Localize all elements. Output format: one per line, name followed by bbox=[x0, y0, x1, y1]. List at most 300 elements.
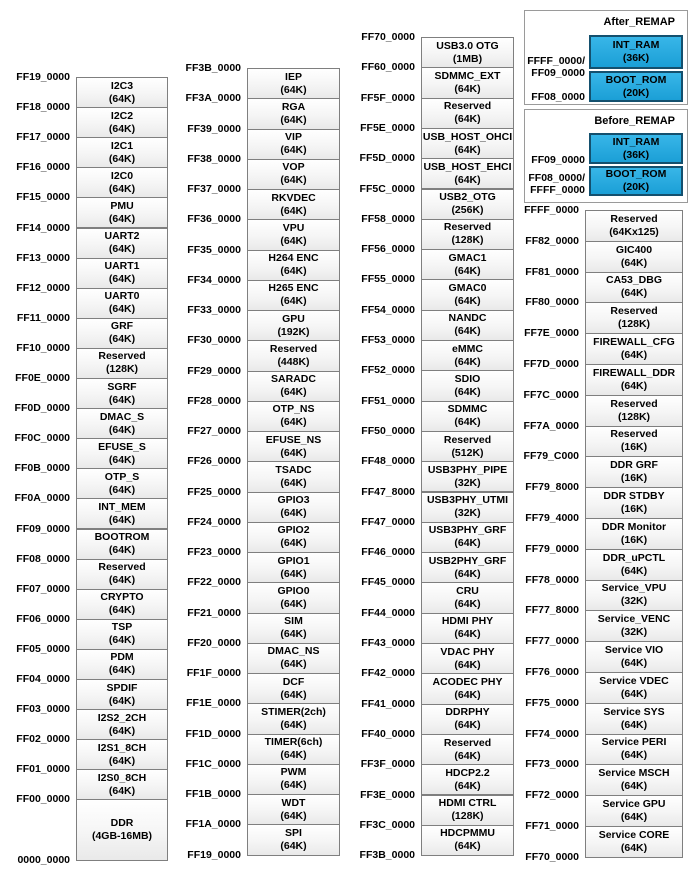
memory-block-size: (64K) bbox=[108, 92, 136, 105]
address-label: FF7C_0000 bbox=[523, 388, 579, 401]
memory-block-name: BOOT_ROM bbox=[605, 168, 667, 180]
memory-block bbox=[421, 734, 514, 765]
memory-block-size: (64K) bbox=[108, 122, 136, 135]
memory-block-size: (64K) bbox=[108, 724, 136, 737]
memory-block bbox=[585, 487, 683, 519]
address-label: FF60_0000 bbox=[361, 61, 415, 74]
address-label: FF12_0000 bbox=[16, 281, 70, 294]
memory-block bbox=[247, 613, 340, 644]
memory-block bbox=[247, 68, 340, 99]
memory-block bbox=[421, 492, 514, 523]
memory-block bbox=[585, 580, 683, 612]
memory-block-name: VPU bbox=[282, 221, 305, 234]
memory-block-name: USB2_OTG bbox=[439, 191, 496, 204]
address-label: FF1A_0000 bbox=[185, 818, 241, 831]
memory-block bbox=[585, 456, 683, 488]
memory-block-name: FIREWALL_CFG bbox=[593, 336, 675, 349]
memory-block bbox=[585, 703, 683, 735]
memory-block-name: TSADC bbox=[275, 463, 312, 476]
memory-block-size: (64K) bbox=[454, 688, 481, 701]
memory-block bbox=[76, 438, 168, 469]
memory-block-size: (64K) bbox=[280, 144, 307, 157]
memory-block-size: (128K) bbox=[617, 318, 651, 331]
memory-block-name: Reserved bbox=[269, 342, 318, 355]
address-label: FF56_0000 bbox=[361, 243, 415, 256]
memory-block bbox=[421, 67, 514, 98]
memory-block bbox=[247, 371, 340, 402]
memory-block bbox=[421, 370, 514, 401]
memory-block-name: USB3PHY_UTMI bbox=[426, 494, 509, 507]
memory-block-size: (64K) bbox=[280, 537, 307, 550]
memory-block bbox=[76, 468, 168, 499]
memory-block bbox=[247, 824, 340, 855]
memory-block-size: (64K) bbox=[108, 754, 136, 767]
address-label: FF35_0000 bbox=[187, 243, 241, 256]
memory-block-name: GPIO3 bbox=[277, 494, 310, 507]
memory-block-name: GMAC1 bbox=[448, 251, 487, 264]
memory-block-name: VOP bbox=[282, 161, 305, 174]
memory-block bbox=[421, 461, 514, 492]
memory-block-name: TSP bbox=[111, 621, 133, 634]
memory-block-size: (64K) bbox=[280, 446, 307, 459]
address-label: FF02_0000 bbox=[16, 733, 70, 746]
address-label: FF19_0000 bbox=[16, 71, 70, 83]
address-label: FF28_0000 bbox=[187, 394, 241, 407]
memory-block bbox=[585, 395, 683, 427]
address-label: FF08_0000 bbox=[16, 552, 70, 565]
memory-block bbox=[76, 258, 168, 289]
address-label: FF3C_0000 bbox=[359, 818, 415, 831]
address-label: FF06_0000 bbox=[16, 612, 70, 625]
address-label: FF76_0000 bbox=[525, 666, 579, 678]
memory-block bbox=[421, 219, 514, 250]
memory-block-size: (16K) bbox=[620, 441, 648, 454]
address-label: FF75_0000 bbox=[525, 696, 579, 709]
address-label: FF3A_0000 bbox=[185, 92, 241, 105]
memory-block bbox=[585, 826, 683, 858]
memory-block-name: Reserved bbox=[610, 212, 658, 225]
memory-block bbox=[421, 249, 514, 280]
address-label: FF1E_0000 bbox=[186, 697, 241, 710]
memory-block-size: (64K) bbox=[620, 718, 648, 731]
memory-block-size: (64K) bbox=[280, 295, 307, 308]
memory-block bbox=[585, 734, 683, 766]
memory-block-name: Service VDEC bbox=[599, 674, 669, 687]
memory-block bbox=[421, 643, 514, 674]
address-label: FF25_0000 bbox=[187, 485, 241, 498]
before-remap-box bbox=[524, 109, 688, 203]
memory-block bbox=[76, 318, 168, 349]
memory-block-name: I2S0_8CH bbox=[97, 771, 147, 784]
address-label: FF3F_0000 bbox=[360, 758, 415, 771]
memory-block-size: (64K) bbox=[280, 113, 307, 126]
memory-block bbox=[421, 764, 514, 795]
memory-block bbox=[585, 672, 683, 704]
memory-block-name: Reserved bbox=[443, 433, 492, 446]
memory-block-size: (64K) bbox=[108, 393, 136, 406]
memory-block-name: UART0 bbox=[104, 290, 140, 303]
memory-block-name: INT_RAM bbox=[612, 39, 660, 51]
memory-block bbox=[76, 589, 168, 620]
after-remap-title: After_REMAP bbox=[603, 16, 675, 28]
memory-block-name: USB3PHY_GRF bbox=[428, 524, 507, 537]
memory-block-size: (64K) bbox=[280, 628, 307, 641]
memory-block bbox=[421, 613, 514, 644]
address-label: FF09_0000 bbox=[531, 154, 585, 166]
address-label: FF0A_0000 bbox=[14, 492, 70, 505]
memory-block-size: (64K) bbox=[454, 264, 481, 277]
memory-block bbox=[76, 649, 168, 680]
memory-block bbox=[247, 340, 340, 371]
memory-block bbox=[76, 197, 168, 228]
memory-block-size: (64K) bbox=[454, 658, 481, 671]
address-label: 0000_0000 bbox=[17, 853, 70, 866]
memory-block-name: eMMC bbox=[452, 342, 483, 355]
memory-block-size: (64K) bbox=[108, 152, 136, 165]
memory-block-size: (64K) bbox=[454, 628, 481, 641]
memory-block-size: (64K) bbox=[108, 544, 136, 557]
address-label: FF42_0000 bbox=[361, 667, 415, 680]
memory-block-name: CRYPTO bbox=[100, 591, 144, 604]
memory-block-name: Service_VENC bbox=[597, 613, 671, 626]
memory-block bbox=[76, 739, 168, 770]
address-label: FF19_0000 bbox=[187, 848, 241, 861]
address-label: FF10_0000 bbox=[16, 341, 70, 354]
int-ram-block bbox=[589, 35, 683, 69]
address-label: FF7E_0000 bbox=[524, 327, 579, 340]
address-label: FF78_0000 bbox=[525, 573, 579, 586]
memory-block-name: PDM bbox=[110, 651, 134, 664]
memory-block-name: DDR_uPCTL bbox=[602, 551, 666, 564]
memory-block bbox=[76, 228, 168, 259]
memory-block-name: GPIO0 bbox=[277, 584, 310, 597]
memory-block-size: (64K) bbox=[108, 634, 136, 647]
memory-block-size: (256K) bbox=[451, 204, 484, 217]
memory-block bbox=[421, 673, 514, 704]
memory-block-name: GPU bbox=[282, 312, 305, 325]
address-label: FF5F_0000 bbox=[360, 91, 415, 104]
memory-block-size: (36K) bbox=[622, 52, 650, 64]
memory-block-name: RGA bbox=[281, 100, 306, 113]
memory-block bbox=[76, 107, 168, 138]
memory-block-size: (64K) bbox=[454, 325, 481, 338]
memory-block bbox=[247, 522, 340, 553]
memory-block-name: DMAC_NS bbox=[267, 645, 320, 658]
memory-block-name: I2C2 bbox=[110, 109, 134, 122]
memory-block bbox=[76, 77, 168, 108]
memory-block bbox=[76, 529, 168, 560]
memory-block bbox=[585, 764, 683, 796]
address-label: FF44_0000 bbox=[361, 606, 415, 619]
memory-block-size: (64K) bbox=[454, 749, 481, 762]
memory-block-size: (64K) bbox=[280, 597, 307, 610]
memory-block-size: (64K) bbox=[108, 694, 136, 707]
address-label: FF79_4000 bbox=[525, 512, 579, 524]
memory-block-name: I2S1_8CH bbox=[97, 741, 147, 754]
memory-block-size: (64K) bbox=[108, 574, 136, 587]
memory-block-name: USB_HOST_OHCI bbox=[422, 130, 513, 143]
memory-block-size: (64K) bbox=[108, 513, 136, 526]
memory-block bbox=[76, 348, 168, 379]
memory-block-name: SARADC bbox=[271, 373, 316, 386]
memory-block bbox=[421, 37, 514, 68]
address-label: FF7A_0000 bbox=[523, 419, 579, 432]
boot-rom-block bbox=[589, 166, 683, 196]
address-label: FF70_0000 bbox=[525, 850, 579, 863]
memory-block-size: (64K) bbox=[454, 143, 481, 156]
address-label: FF0C_0000 bbox=[14, 432, 70, 445]
memory-block-name: HDMI CTRL bbox=[438, 797, 497, 810]
memory-block-name: SDMMC_EXT bbox=[434, 69, 501, 82]
memory-block-name: SPI bbox=[285, 826, 302, 839]
memory-block bbox=[585, 641, 683, 673]
memory-block bbox=[421, 98, 514, 129]
address-label: FF72_0000 bbox=[525, 789, 579, 802]
memory-block-name: DDR GRF bbox=[610, 459, 658, 472]
memory-block-size: (4GB-16MB) bbox=[91, 829, 153, 842]
memory-block-name: TIMER(6ch) bbox=[264, 736, 323, 749]
memory-block bbox=[585, 272, 683, 304]
memory-block-size: (128K) bbox=[617, 410, 651, 423]
memory-block-name: USB3.0 OTG bbox=[436, 39, 499, 52]
address-label: FF3B_0000 bbox=[359, 849, 415, 862]
memory-block-size: (64K) bbox=[108, 604, 136, 617]
memory-block bbox=[421, 582, 514, 613]
memory-block-size: (64K) bbox=[620, 379, 648, 392]
memory-block bbox=[585, 518, 683, 550]
memory-block-name: H265 ENC bbox=[268, 282, 319, 295]
memory-block bbox=[585, 549, 683, 581]
address-label: FF21_0000 bbox=[187, 606, 241, 619]
address-label: FF5E_0000 bbox=[360, 121, 415, 134]
memory-block-size: (64K) bbox=[454, 355, 481, 368]
memory-block bbox=[421, 158, 514, 189]
memory-block-name: I2C0 bbox=[110, 169, 134, 182]
memory-block-size: (32K) bbox=[620, 626, 648, 639]
memory-block-size: (64K) bbox=[620, 287, 648, 300]
memory-block bbox=[247, 98, 340, 129]
memory-block-name: Service SYS bbox=[603, 705, 665, 718]
address-label: FF82_0000 bbox=[525, 234, 579, 247]
address-label: FF54_0000 bbox=[361, 303, 415, 316]
address-label bbox=[525, 55, 585, 79]
memory-block-name: CRU bbox=[456, 585, 479, 598]
memory-block-size: (64K) bbox=[108, 243, 136, 256]
memory-block bbox=[585, 426, 683, 458]
memory-block-name: CA53_DBG bbox=[605, 274, 663, 287]
before-remap-title: Before_REMAP bbox=[594, 115, 675, 127]
memory-block-name: Reserved bbox=[443, 736, 492, 749]
memory-block bbox=[585, 610, 683, 642]
address-label: FF13_0000 bbox=[16, 251, 70, 264]
address-label: FF1B_0000 bbox=[185, 788, 241, 800]
memory-block-size: (128K) bbox=[105, 363, 139, 376]
memory-block-name: SIM bbox=[284, 615, 303, 628]
memory-block-name: INT_RAM bbox=[612, 135, 660, 148]
memory-block-name: Service GPU bbox=[602, 798, 666, 811]
memory-block bbox=[76, 137, 168, 168]
memory-block bbox=[247, 159, 340, 190]
memory-block-size: (64K) bbox=[280, 507, 307, 520]
memory-block bbox=[247, 310, 340, 341]
address-label: FF16_0000 bbox=[16, 161, 70, 174]
memory-block-name: UART1 bbox=[104, 260, 140, 273]
memory-block-size: (64K) bbox=[620, 841, 648, 854]
memory-block bbox=[585, 364, 683, 396]
memory-block bbox=[247, 129, 340, 160]
memory-block-size: (16K) bbox=[620, 503, 648, 516]
memory-block bbox=[421, 279, 514, 310]
memory-block-size: (64K) bbox=[620, 780, 648, 793]
memory-block bbox=[247, 764, 340, 795]
memory-block bbox=[76, 559, 168, 590]
memory-block-size: (64K) bbox=[454, 173, 481, 186]
memory-block-size: (64K) bbox=[280, 688, 307, 701]
memory-block-name: SPDIF bbox=[106, 681, 138, 694]
memory-block-name: SDIO bbox=[454, 372, 481, 385]
address-label: FF07_0000 bbox=[16, 582, 70, 595]
memory-block-name: OTP_S bbox=[104, 470, 140, 483]
memory-block bbox=[247, 734, 340, 765]
memory-block-size: (36K) bbox=[622, 148, 650, 161]
memory-block bbox=[247, 552, 340, 583]
address-label: FF79_C000 bbox=[523, 450, 579, 463]
address-label-line: FFFF_0000 bbox=[530, 184, 585, 196]
address-label: FF27_0000 bbox=[187, 425, 241, 437]
memory-block-size: (64K) bbox=[108, 784, 136, 797]
memory-block-size: (64K) bbox=[454, 779, 481, 792]
memory-block-size: (64K) bbox=[280, 718, 307, 731]
address-label: FF48_0000 bbox=[361, 455, 415, 468]
memory-block bbox=[76, 799, 168, 860]
address-label: FF09_0000 bbox=[16, 522, 70, 535]
address-label: FF37_0000 bbox=[187, 183, 241, 195]
address-label: FF3E_0000 bbox=[360, 788, 415, 801]
memory-block-name: Service PERI bbox=[601, 736, 667, 749]
memory-block-size: (64K) bbox=[280, 174, 307, 187]
memory-block-name: RKVDEC bbox=[271, 191, 316, 204]
address-label: FF77_8000 bbox=[525, 604, 579, 617]
memory-block-size: (64K) bbox=[280, 749, 307, 762]
boot-rom-block bbox=[589, 71, 683, 102]
address-label: FF08_0000 bbox=[531, 91, 585, 103]
memory-block-size: (64K) bbox=[454, 598, 481, 611]
memory-block bbox=[247, 673, 340, 704]
memory-block bbox=[247, 401, 340, 432]
address-label: FF26_0000 bbox=[187, 455, 241, 468]
after-remap-box bbox=[524, 10, 688, 105]
memory-block-size: (64K) bbox=[620, 749, 648, 762]
address-label: FF5D_0000 bbox=[359, 152, 415, 165]
memory-block bbox=[585, 333, 683, 365]
memory-block-name: NANDC bbox=[448, 312, 487, 325]
address-label: FFFF_0000 bbox=[524, 204, 579, 216]
memory-block-name: Reserved bbox=[610, 428, 658, 441]
memory-block-size: (64K) bbox=[108, 212, 136, 225]
address-label: FF74_0000 bbox=[525, 727, 579, 740]
memory-block-size: (448K) bbox=[277, 355, 310, 368]
memory-block-size: (64K) bbox=[108, 273, 136, 286]
address-label: FF80_0000 bbox=[525, 296, 579, 309]
memory-block-name: HDMI PHY bbox=[441, 615, 494, 628]
memory-block bbox=[421, 431, 514, 462]
memory-block-size: (32K) bbox=[620, 595, 648, 608]
memory-block-size: (64K) bbox=[454, 719, 481, 732]
address-label: FF53_0000 bbox=[361, 334, 415, 346]
memory-block-name: DDRPHY bbox=[445, 706, 490, 719]
address-label: FF79_8000 bbox=[525, 481, 579, 494]
memory-block-size: (64K) bbox=[108, 423, 136, 436]
memory-block-size: (128K) bbox=[451, 234, 484, 247]
address-label: FF45_0000 bbox=[361, 576, 415, 589]
memory-block-size: (16K) bbox=[620, 472, 648, 485]
address-label: FF73_0000 bbox=[525, 758, 579, 771]
address-label: FF34_0000 bbox=[187, 273, 241, 286]
memory-block bbox=[421, 401, 514, 432]
memory-block-size: (64K) bbox=[108, 483, 136, 496]
address-label: FF55_0000 bbox=[361, 273, 415, 286]
memory-block bbox=[247, 794, 340, 825]
memory-block bbox=[247, 189, 340, 220]
address-label: FF3B_0000 bbox=[185, 62, 241, 74]
int-ram-block bbox=[589, 133, 683, 164]
address-label: FF77_0000 bbox=[525, 635, 579, 648]
address-label: FF41_0000 bbox=[361, 697, 415, 710]
memory-block-size: (64K) bbox=[280, 416, 307, 429]
address-label: FF70_0000 bbox=[361, 31, 415, 43]
memory-block bbox=[247, 643, 340, 674]
memory-block-size: (64K) bbox=[280, 265, 307, 278]
memory-block-name: Service MSCH bbox=[598, 767, 670, 780]
address-label: FF47_8000 bbox=[361, 485, 415, 498]
address-label-line: FF08_0000/ bbox=[528, 172, 585, 184]
address-label: FF14_0000 bbox=[16, 221, 70, 234]
address-label: FF30_0000 bbox=[187, 334, 241, 347]
memory-block-name: I2S2_2CH bbox=[97, 711, 147, 724]
memory-block-name: PWM bbox=[280, 766, 307, 779]
memory-block-name: USB_HOST_EHCI bbox=[423, 160, 512, 173]
memory-block bbox=[585, 302, 683, 334]
address-label: FF18_0000 bbox=[16, 101, 70, 114]
address-label: FF40_0000 bbox=[361, 727, 415, 740]
memory-block-size: (192K) bbox=[277, 325, 310, 338]
memory-block-size: (128K) bbox=[451, 810, 484, 823]
memory-block-name: BOOTROM bbox=[94, 531, 150, 544]
memory-block-size: (20K) bbox=[622, 181, 650, 193]
memory-block-size: (64K) bbox=[454, 567, 481, 580]
memory-block-name: GPIO1 bbox=[277, 554, 310, 567]
address-label: FF81_0000 bbox=[525, 265, 579, 278]
memory-block-name: GMAC0 bbox=[448, 282, 487, 295]
memory-block bbox=[421, 340, 514, 371]
address-label: FF01_0000 bbox=[16, 763, 70, 776]
address-label-line: FF09_0000 bbox=[531, 67, 585, 79]
memory-block-name: FIREWALL_DDR bbox=[592, 366, 676, 379]
memory-block-size: (64K) bbox=[280, 234, 307, 247]
memory-block-name: ACODEC PHY bbox=[432, 675, 503, 688]
memory-block-name: WDT bbox=[281, 796, 306, 809]
memory-block-size: (64K) bbox=[620, 687, 648, 700]
memory-block-size: (64K) bbox=[454, 295, 481, 308]
address-label: FF1C_0000 bbox=[185, 757, 241, 770]
memory-block-size: (64K) bbox=[454, 416, 481, 429]
memory-block bbox=[247, 703, 340, 734]
address-label: FF43_0000 bbox=[361, 637, 415, 649]
address-label: FF20_0000 bbox=[187, 636, 241, 649]
memory-block-name: GPIO2 bbox=[277, 524, 310, 537]
memory-block-size: (64K) bbox=[454, 113, 481, 126]
address-label: FF5C_0000 bbox=[359, 182, 415, 195]
